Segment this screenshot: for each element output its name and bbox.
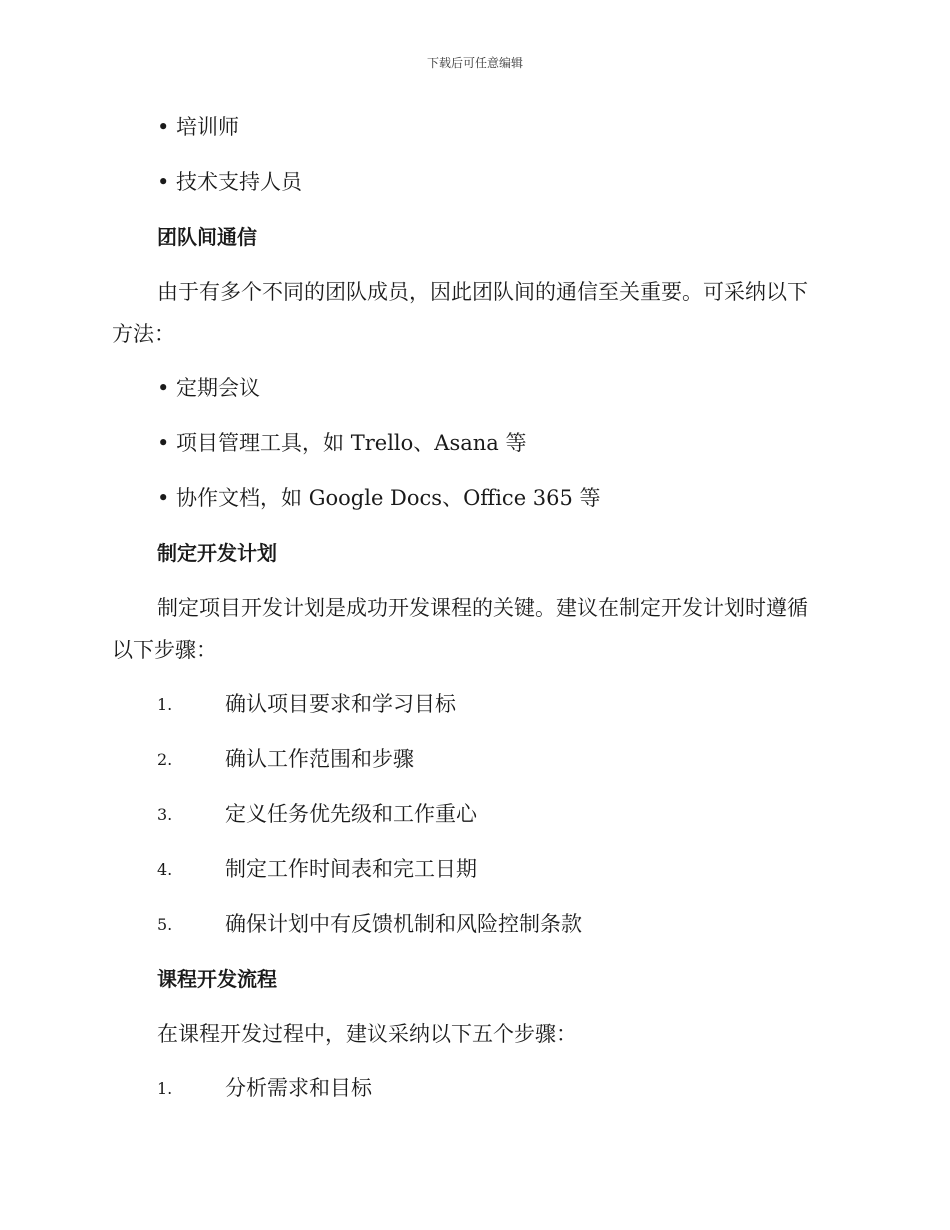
step-number: 1. (157, 1079, 173, 1098)
step-number: 4. (157, 860, 173, 879)
bullet-item: • 项目管理工具，如 Trello、Asana 等 (157, 431, 527, 455)
paragraph-line: 制定项目开发计划是成功开发课程的关键。建议在制定开发计划时遵循 (157, 596, 808, 620)
step-text: 定义任务优先级和工作重心 (225, 802, 477, 826)
paragraph-line: 在课程开发过程中，建议采纳以下五个步骤： (157, 1022, 577, 1046)
section-heading: 团队间通信 (157, 225, 257, 249)
step-text: 制定工作时间表和完工日期 (225, 857, 477, 881)
bullet-item: • 定期会议 (157, 376, 261, 400)
bullet-item: • 技术支持人员 (157, 170, 303, 194)
step-number: 5. (157, 915, 173, 934)
step-number: 3. (157, 805, 173, 824)
section-heading: 制定开发计划 (157, 541, 277, 565)
step-text: 分析需求和目标 (225, 1076, 372, 1100)
step-text: 确认工作范围和步骤 (225, 747, 414, 771)
bullet-item: • 协作文档，如 Google Docs、Office 365 等 (157, 486, 601, 510)
bullet-item: • 培训师 (157, 115, 240, 139)
step-number: 2. (157, 750, 173, 769)
paragraph-line: 以下步骤： (112, 638, 217, 662)
paragraph-line: 由于有多个不同的团队成员，因此团队间的通信至关重要。可采纳以下 (157, 280, 808, 304)
step-number: 1. (157, 695, 173, 714)
step-text: 确认项目要求和学习目标 (225, 692, 456, 716)
section-heading: 课程开发流程 (157, 967, 277, 991)
paragraph-line: 方法： (112, 322, 175, 346)
page-header: 下载后可任意编辑 (426, 56, 523, 70)
step-text: 确保计划中有反馈机制和风险控制条款 (225, 912, 582, 936)
